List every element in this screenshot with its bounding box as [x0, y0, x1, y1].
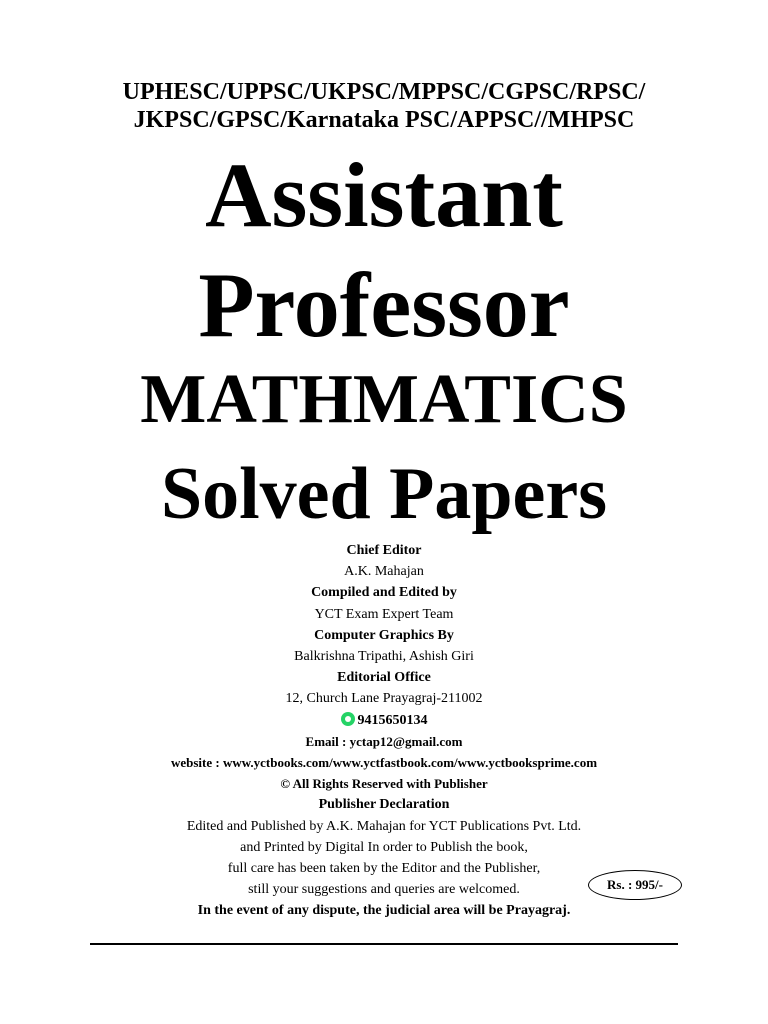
- dispute-line: In the event of any dispute, the judicial area will be Prayagraj.: [197, 903, 571, 919]
- phone-number: 9415650134: [357, 712, 428, 728]
- chief-editor-label: Chief Editor: [346, 543, 422, 558]
- whatsapp-icon: [341, 712, 355, 726]
- editorial-office-address: 12, Church Lane Prayagraj-211002: [285, 691, 483, 707]
- compiled-label: Compiled and Edited by: [311, 585, 457, 601]
- publisher-declaration-label: Publisher Declaration: [318, 797, 450, 813]
- website-line: website : www.yctbooks.com/www.yctfastbook.com/www.yctbooksprime.com: [170, 755, 598, 771]
- email-line: Email : yctap12@gmail.com: [305, 733, 463, 749]
- exam-list-line-2: JKPSC/GPSC/Karnataka PSC/APPSC//MHPSC: [133, 107, 635, 133]
- rights-line: © All Rights Reserved with Publisher: [280, 776, 488, 792]
- graphics-by: Balkrishna Tripathi, Ashish Giri: [294, 649, 474, 665]
- graphics-label: Computer Graphics By: [314, 627, 454, 643]
- chief-editor-name: A.K. Mahajan: [344, 564, 424, 580]
- editorial-office-label: Editorial Office: [337, 670, 431, 686]
- title-line-2: Professor: [198, 254, 570, 356]
- declaration-line-4: still your suggestions and queries are welcomed.: [248, 882, 520, 898]
- subject-title: MATHMATICS: [140, 361, 628, 438]
- credits-block: [0, 540, 768, 922]
- bottom-divider: [90, 943, 678, 945]
- title-line-1: Assistant: [205, 144, 563, 246]
- price-badge: Rs. : 995/-: [588, 870, 682, 900]
- declaration-line-2: and Printed by Digital In order to Publish the book,: [240, 839, 528, 855]
- declaration-line-1: Edited and Published by A.K. Mahajan for YCT Publications Pvt. Ltd.: [186, 818, 582, 834]
- compiled-by: YCT Exam Expert Team: [314, 606, 454, 622]
- subtitle: Solved Papers: [160, 453, 608, 535]
- exam-list-line-1: UPHESC/UPPSC/UKPSC/MPPSC/CGPSC/RPSC/: [122, 79, 646, 105]
- declaration-line-3: full care has been taken by the Editor and the Publisher,: [227, 861, 541, 877]
- phone-line: [0, 710, 768, 731]
